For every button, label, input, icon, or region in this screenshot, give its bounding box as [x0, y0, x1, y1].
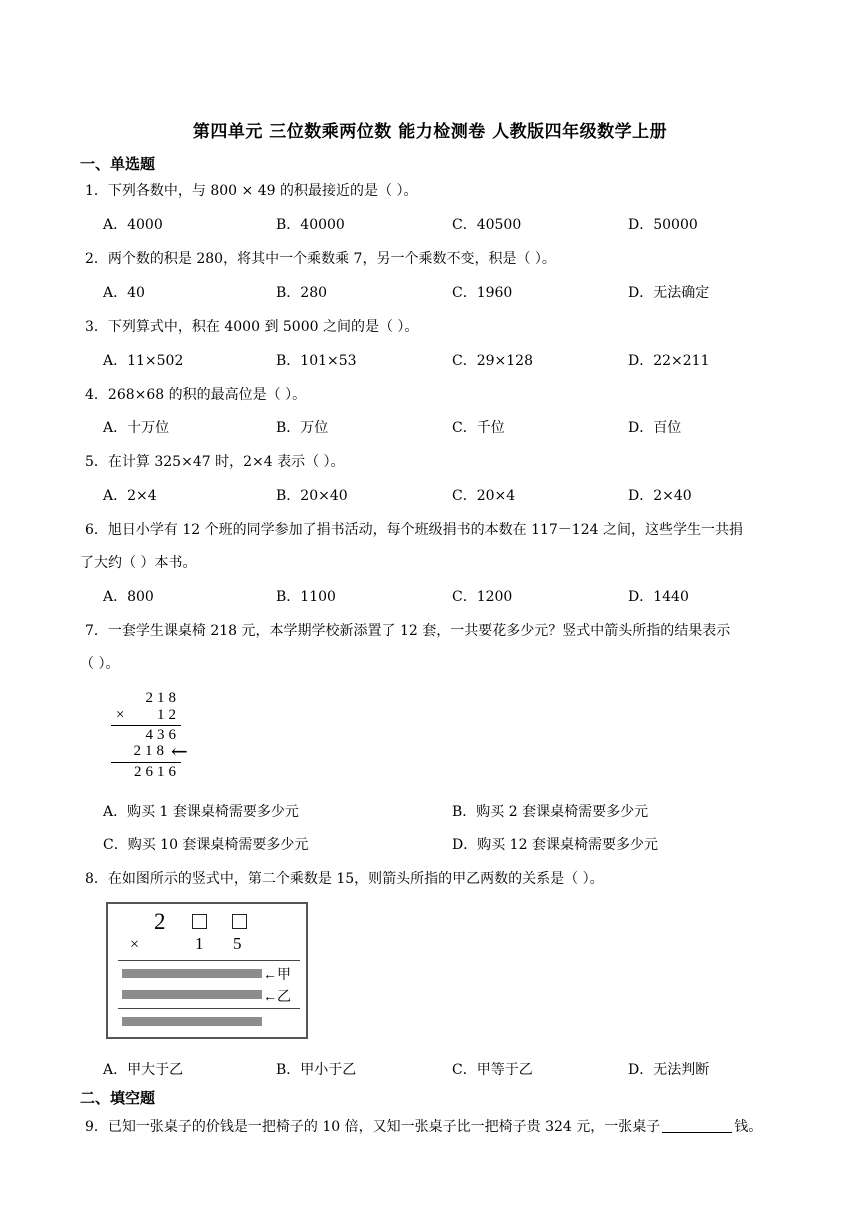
- q2-option-b[interactable]: B．280: [276, 285, 328, 301]
- q4-option-c[interactable]: C．千位: [452, 420, 505, 436]
- question-number: 3．: [85, 319, 108, 335]
- q1-option-a[interactable]: A．4000: [103, 217, 163, 233]
- rule-line: [118, 1008, 300, 1009]
- question-6: [85, 519, 743, 539]
- digit-five: 5: [233, 934, 242, 953]
- rule-line: [118, 960, 300, 961]
- question-7-continued: （ ）。: [80, 656, 120, 672]
- question-text: 在计算 325×47 时，2×4 表示（ ）。: [107, 454, 345, 470]
- times-sign: ×: [116, 707, 125, 723]
- empty-digit-box: [232, 914, 247, 929]
- question-number: 4．: [85, 387, 108, 403]
- question-3: [85, 316, 418, 336]
- q5-option-a[interactable]: A．2×4: [103, 488, 157, 504]
- q7-option-c[interactable]: C．购买 10 套课桌椅需要多少元: [103, 837, 309, 853]
- question-7: [85, 620, 730, 640]
- q1-option-d[interactable]: D．50000: [628, 217, 698, 233]
- question-text: 两个数的积是 280，将其中一个乘数乘 7，另一个乘数不变，积是（ ）。: [107, 251, 556, 267]
- digit-two: 2: [154, 909, 166, 934]
- q8-option-d[interactable]: D．无法判断: [628, 1062, 710, 1078]
- question-text: 下列各数中，与 800 × 49 的积最接近的是（ ）。: [107, 183, 418, 199]
- product: 2616: [134, 764, 180, 780]
- q2-option-a[interactable]: A．40: [103, 285, 145, 301]
- partial-product-2: 218: [133, 743, 168, 759]
- partial-product-jia-bar: [122, 969, 262, 978]
- q4-option-d[interactable]: D．百位: [628, 420, 682, 436]
- q5-option-c[interactable]: C．20×4: [452, 488, 516, 504]
- question-4: [85, 384, 306, 404]
- q5-option-b[interactable]: B．20×40: [276, 488, 348, 504]
- q1-option-c[interactable]: C．40500: [452, 217, 522, 233]
- question-number: 7．: [85, 623, 108, 639]
- q7-option-d[interactable]: D．购买 12 套课桌椅需要多少元: [452, 837, 658, 853]
- page-title: 第四单元 三位数乘两位数 能力检测卷 人教版四年级数学上册: [192, 122, 668, 142]
- answer-blank[interactable]: [662, 1118, 732, 1133]
- question-text: 268×68 的积的最高位是（ ）。: [107, 387, 307, 403]
- rule-line: [111, 725, 181, 726]
- question-number: 5．: [85, 454, 108, 470]
- question-number: 8．: [85, 871, 108, 887]
- question-1: [85, 180, 417, 200]
- question-5: [85, 451, 345, 471]
- q3-option-c[interactable]: C．29×128: [452, 353, 533, 369]
- partial-product-yi-bar: [122, 990, 262, 999]
- q3-option-b[interactable]: B．101×53: [276, 353, 357, 369]
- question-6-continued: 了大约（ ）本书。: [80, 555, 197, 571]
- q5-option-d[interactable]: D．2×40: [628, 488, 692, 504]
- question-8: [85, 868, 604, 888]
- vertical-multiplication-diagram: [106, 902, 308, 1039]
- q8-option-b[interactable]: B．甲小于乙: [276, 1062, 357, 1078]
- arrow-label-jia: ←甲: [263, 968, 291, 983]
- q7-option-b[interactable]: B．购买 2 套课桌椅需要多少元: [452, 804, 649, 820]
- question-number: 1．: [85, 183, 108, 199]
- question-text: 旭日小学有 12 个班的同学参加了捐书活动，每个班级捐书的本数在 117－124 之间，这些学生一共捐: [107, 522, 743, 538]
- q6-option-c[interactable]: C．1200: [452, 589, 513, 605]
- question-number: 6．: [85, 522, 108, 538]
- empty-digit-box: [192, 914, 207, 929]
- question-2: [85, 248, 556, 268]
- question-number: 9．: [85, 1119, 108, 1135]
- question-text: 在如图所示的竖式中，第二个乘数是 15，则箭头所指的甲乙两数的关系是（ ）。: [107, 871, 604, 887]
- question-number: 2．: [85, 251, 108, 267]
- q4-option-b[interactable]: B．万位: [276, 420, 329, 436]
- question-text: 已知一张桌子的价钱是一把椅子的 10 倍，又知一张桌子比一把椅子贵 324 元，一张桌子: [107, 1119, 661, 1135]
- question-text: 一套学生课桌椅 218 元，本学期学校新添置了 12 套，一共要花多少元？竖式中箭头所指的结果表示: [107, 623, 731, 639]
- q2-option-c[interactable]: C．1960: [452, 285, 513, 301]
- q8-option-c[interactable]: C．甲等于乙: [452, 1062, 533, 1078]
- left-arrow-icon: ←: [171, 739, 188, 763]
- q3-option-d[interactable]: D．22×211: [628, 353, 710, 369]
- rule-line: [111, 762, 181, 763]
- q6-option-b[interactable]: B．1100: [276, 589, 336, 605]
- q6-option-d[interactable]: D．1440: [628, 589, 689, 605]
- section-heading-fill-in: 二、填空题: [80, 1089, 156, 1107]
- question-9: [85, 1116, 762, 1136]
- q8-option-a[interactable]: A．甲大于乙: [103, 1062, 184, 1078]
- q2-option-d[interactable]: D．无法确定: [628, 285, 710, 301]
- question-text-end: 钱。: [734, 1119, 763, 1135]
- q7-option-a[interactable]: A．购买 1 套课桌椅需要多少元: [103, 804, 299, 820]
- question-text: 下列算式中，积在 4000 到 5000 之间的是（ ）。: [107, 319, 419, 335]
- q4-option-a[interactable]: A．十万位: [103, 420, 170, 436]
- section-heading-single-choice: 一、单选题: [80, 155, 156, 173]
- times-sign: ×: [130, 936, 140, 953]
- partial-product-1: 436: [145, 727, 180, 743]
- arrow-label-yi: ←乙: [263, 990, 291, 1005]
- digit-one: 1: [195, 934, 204, 953]
- q3-option-a[interactable]: A．11×502: [103, 353, 184, 369]
- multiplicand: 218: [145, 690, 180, 706]
- q6-option-a[interactable]: A．800: [103, 589, 154, 605]
- q1-option-b[interactable]: B．40000: [276, 217, 345, 233]
- product-bar: [122, 1017, 262, 1026]
- multiplier: 12: [157, 707, 180, 723]
